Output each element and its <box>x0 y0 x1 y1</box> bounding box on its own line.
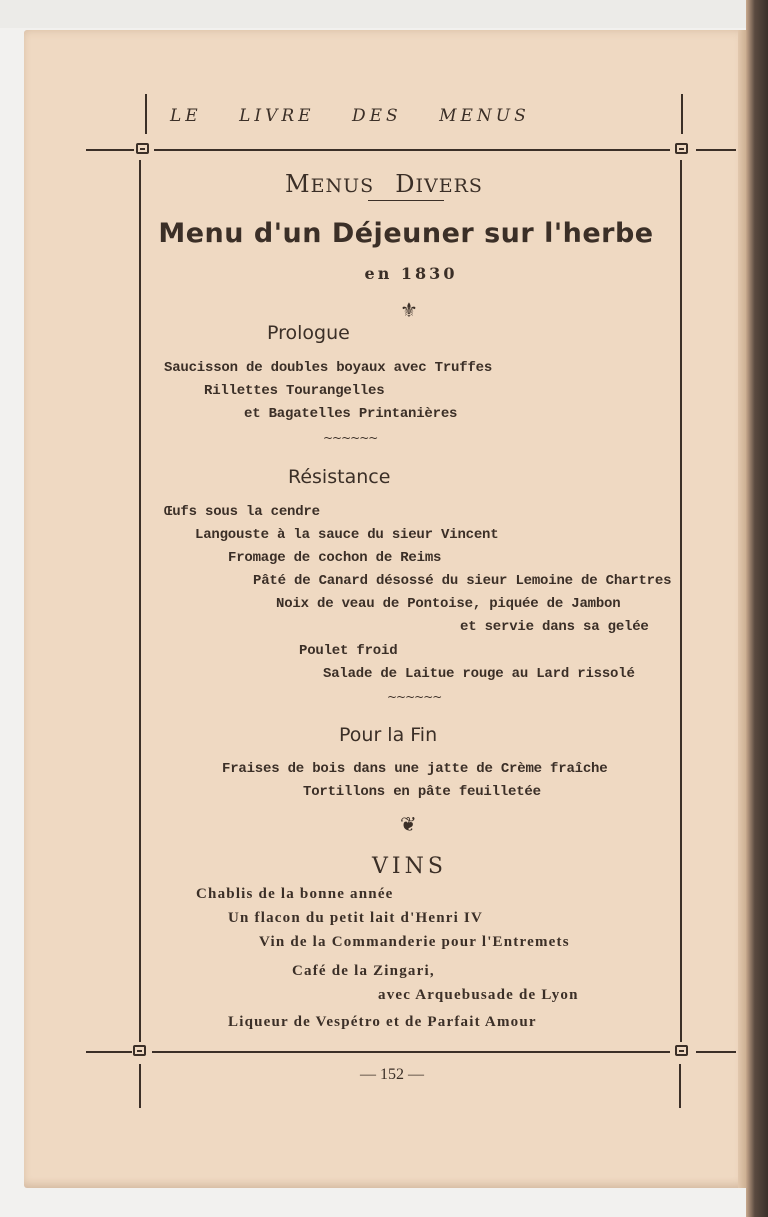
running-title: LE LIVRE DES MENUS <box>170 106 530 126</box>
dish-line: Fraises de bois dans une jatte de Crème fraîche <box>222 761 608 777</box>
frame-bottom-right-tick <box>679 1064 681 1108</box>
dish-line: Rillettes Tourangelles <box>204 383 385 399</box>
wine-line: Chablis de la bonne année <box>196 886 394 902</box>
scan-background <box>0 0 768 28</box>
dish-line: et servie dans sa gelée <box>460 619 649 635</box>
dish-line: Œufs sous la cendre <box>164 504 320 520</box>
leaf-ornament: ❦ <box>400 812 417 836</box>
section-word-2: IVERS <box>415 175 483 197</box>
dish-line: Noix de veau de Pontoise, piquée de Jambon <box>276 596 621 612</box>
dish-line: Tortillons en pâte feuilletée <box>303 784 541 800</box>
wave-divider: ~~~~~~ <box>387 690 442 704</box>
dish-line: Langouste à la sauce du sieur Vincent <box>195 527 499 543</box>
dish-line: Fromage de cochon de Reims <box>228 550 442 566</box>
wine-line: Un flacon du petit lait d'Henri IV <box>228 910 483 926</box>
page-number: — 152 — <box>360 1066 424 1083</box>
wines-heading: VINS <box>372 854 447 879</box>
dish-line: Salade de Laitue rouge au Lard rissolé <box>323 666 635 682</box>
corner-ornament-bottom-right <box>675 1045 688 1056</box>
frame-top-outer-right <box>696 149 736 151</box>
frame-right-rule <box>680 160 682 1042</box>
section-cap-2: D <box>395 170 416 198</box>
menu-subtitle: en 1830 <box>364 264 458 283</box>
course-heading-prologue: Prologue <box>267 322 350 344</box>
wine-line: avec Arquebusade de Lyon <box>378 987 579 1003</box>
frame-top-rule <box>154 149 670 151</box>
section-heading-rule <box>368 200 444 201</box>
course-heading-resistance: Résistance <box>288 466 391 488</box>
frame-top-right-tick <box>681 94 683 134</box>
wave-divider: ~~~~~~ <box>323 431 378 445</box>
frame-bottom-outer-left <box>86 1051 132 1053</box>
dish-line: Pâté de Canard désossé du sieur Lemoine de Chartres <box>253 573 672 589</box>
frame-bottom-rule <box>152 1051 670 1053</box>
menu-title: Menu d'un Déjeuner sur l'herbe <box>158 218 654 249</box>
corner-ornament-bottom-left <box>133 1045 146 1056</box>
section-word-1: ENUS <box>310 175 375 197</box>
frame-left-rule <box>139 160 141 1042</box>
section-cap-1: M <box>285 170 311 198</box>
dish-line: et Bagatelles Printanières <box>244 406 458 422</box>
fleuron-ornament: ⚜ <box>400 298 418 322</box>
frame-bottom-left-tick <box>139 1064 141 1108</box>
frame-bottom-outer-right <box>696 1051 736 1053</box>
corner-ornament-top-left <box>136 143 149 154</box>
dish-line: Poulet froid <box>299 643 398 659</box>
course-heading-pour-la-fin: Pour la Fin <box>339 724 438 746</box>
dish-line: Saucisson de doubles boyaux avec Truffes <box>164 360 493 376</box>
section-heading <box>0 170 768 198</box>
corner-ornament-top-right <box>675 143 688 154</box>
frame-top-outer-left <box>86 149 134 151</box>
wine-line: Vin de la Commanderie pour l'Entremets <box>259 934 570 950</box>
frame-top-left-tick <box>145 94 147 134</box>
wine-line: Café de la Zingari, <box>292 963 435 979</box>
wine-line: Liqueur de Vespétro et de Parfait Amour <box>228 1014 537 1030</box>
page-edge <box>738 30 746 1188</box>
